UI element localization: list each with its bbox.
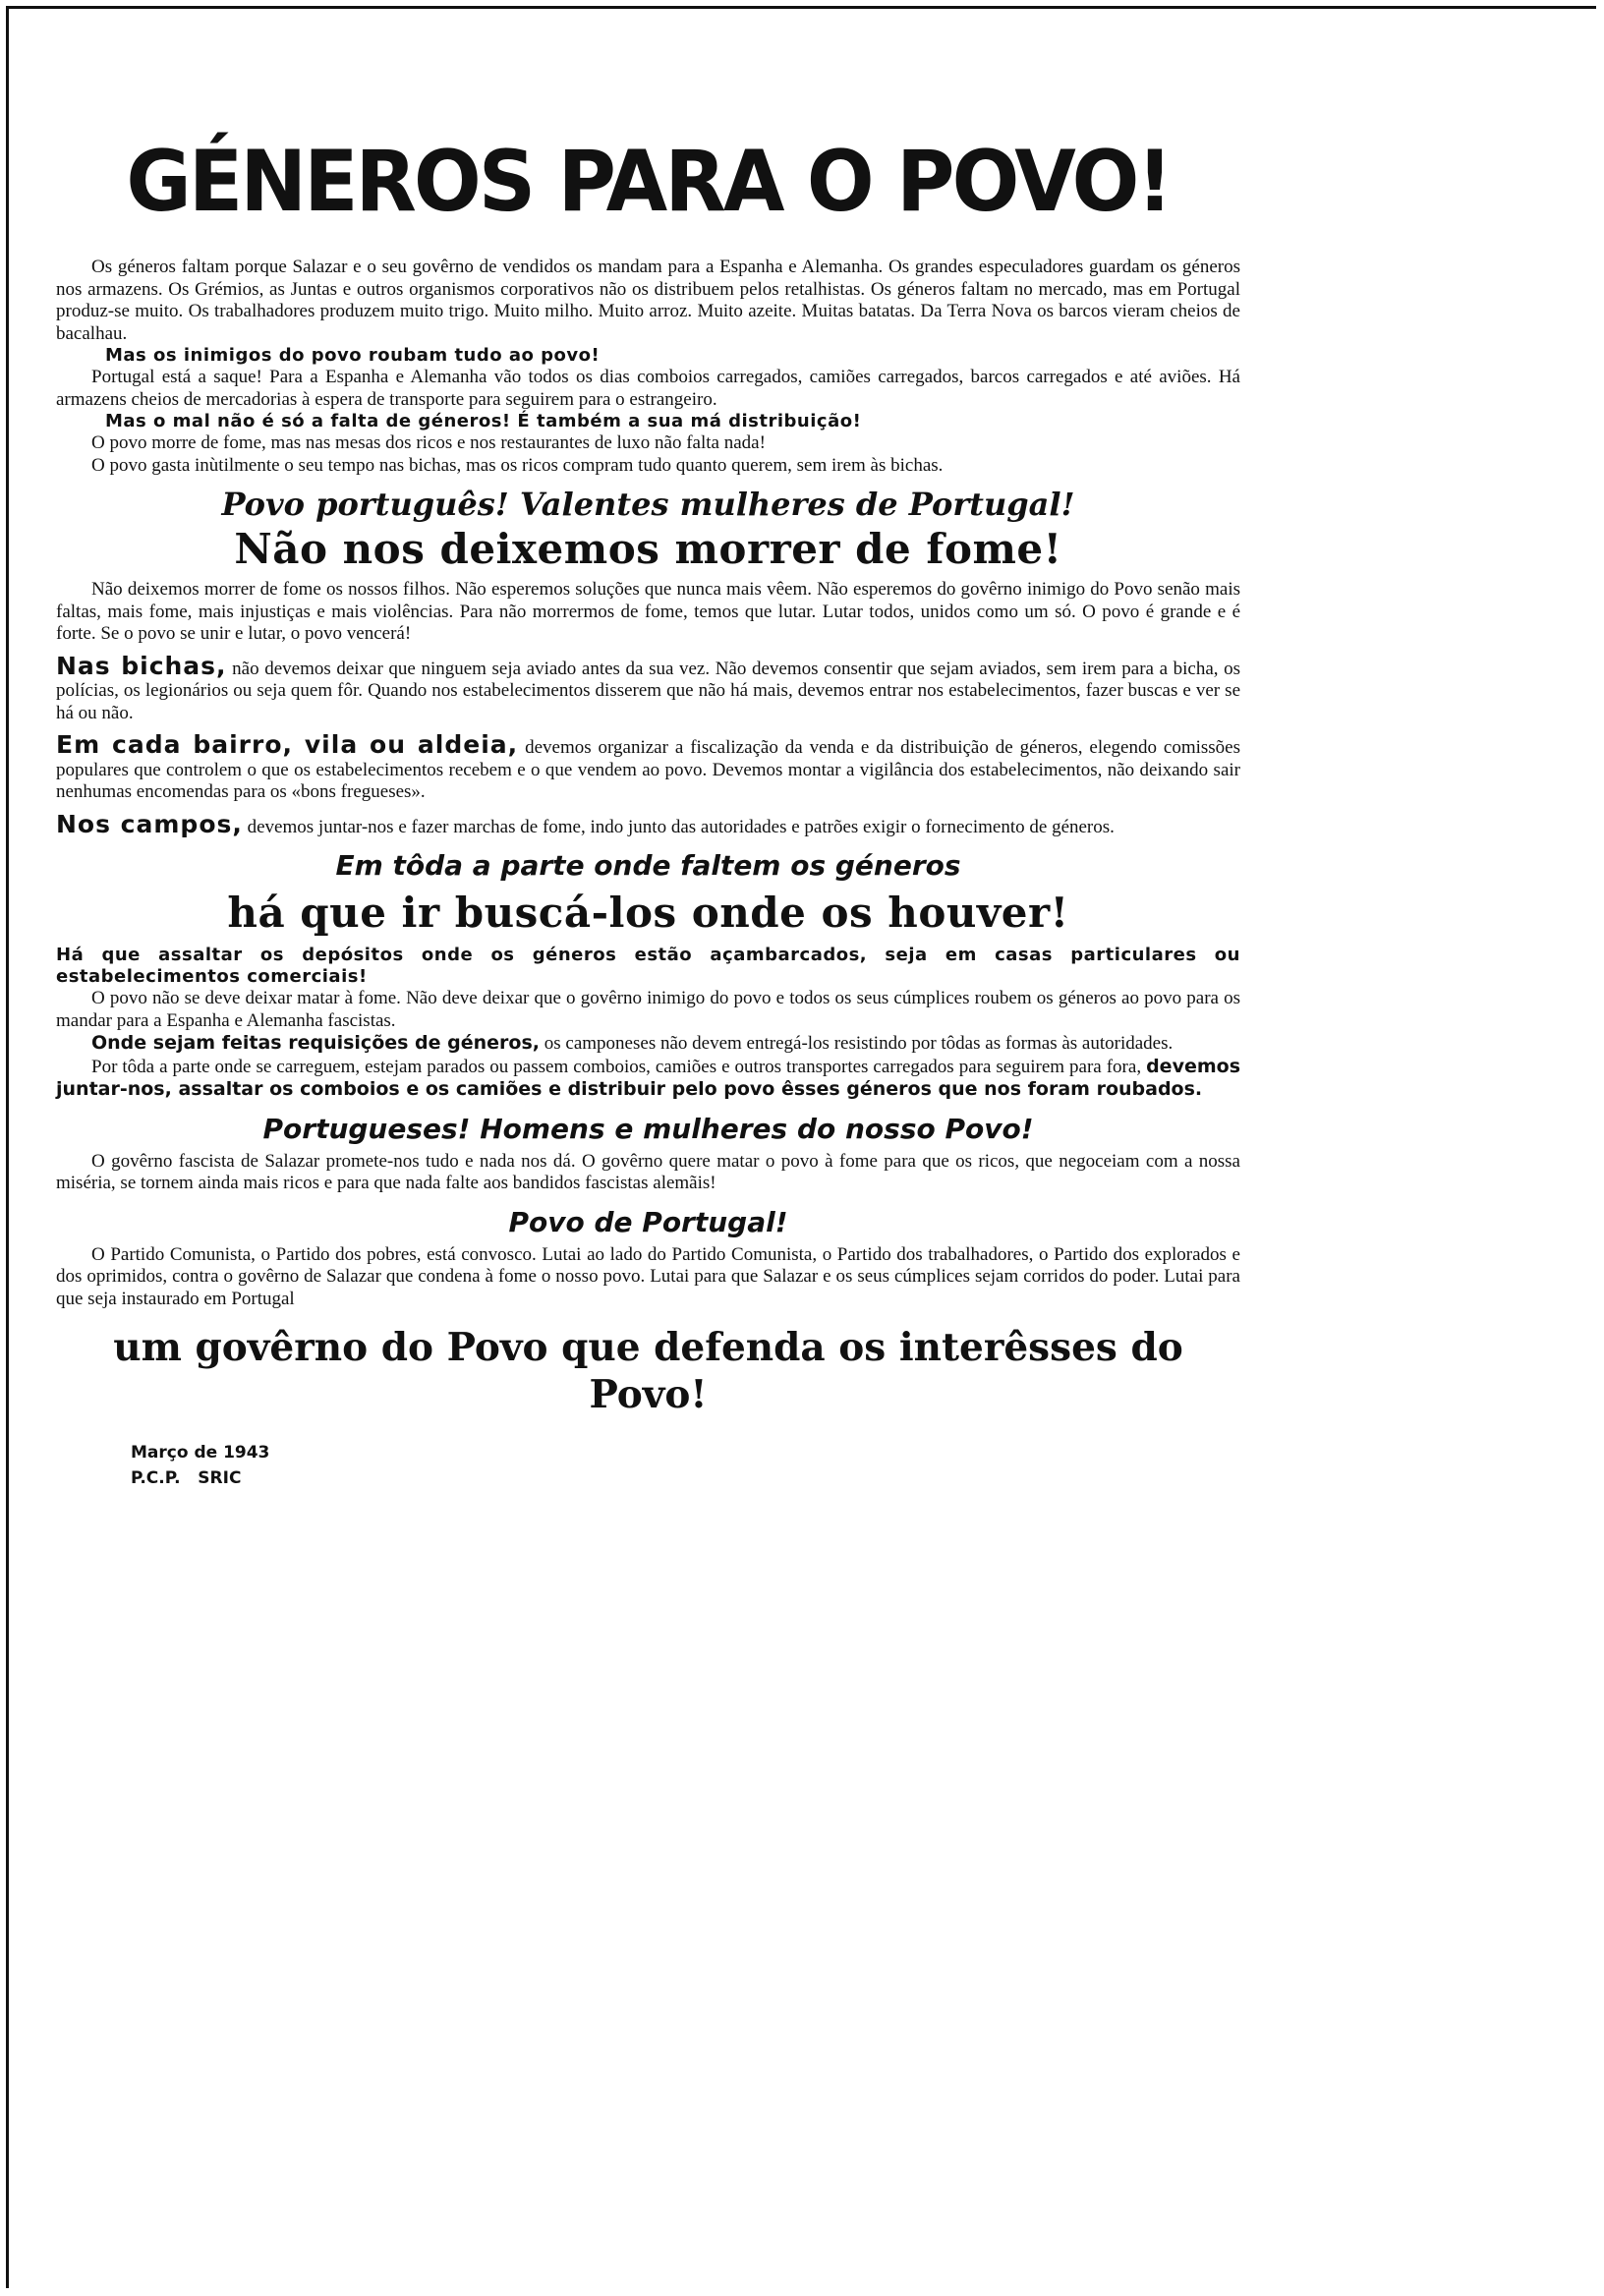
paragraph-matar-fome: O povo não se deve deixar matar à fome. Não deve deixar que o govêrno inimigo do povo e todos os seus cúmplices roubem os géneros ao povo para os mandar para a Espanha e Alemanha fascistas. <box>56 988 1240 1031</box>
bold-comboios: devemos juntar-nos, assaltar os comboios e os camiões e distribuir pelo povo êsses géneros que nos foram roubados. <box>56 1055 1240 1100</box>
lead-nas-bichas: Nas bichas, <box>56 651 227 680</box>
paragraph-fome-mesas: O povo morre de fome, mas nas mesas dos ricos e nos restaurantes de luxo não falta nada! <box>91 432 766 453</box>
heading-inimigos-roubam: Mas os inimigos do povo roubam tudo ao povo! <box>105 345 601 366</box>
paragraph-requisicoes <box>56 1032 1240 1056</box>
heading-ma-distribuicao: Mas o mal não é só a falta de géneros! É também a sua má distribuição! <box>105 411 862 431</box>
lead-nos-campos: Nos campos, <box>56 809 243 838</box>
paragraph-bichas: O povo gasta inùtilmente o seu tempo nas bichas, mas os ricos compram tudo quanto querem, sem irem às bichas. <box>91 454 944 476</box>
leaflet-body <box>56 133 1240 1489</box>
leaflet-page <box>6 6 1596 2288</box>
closing-slogan: um govêrno do Povo que defenda os interêsses do Povo! <box>113 1325 1183 1417</box>
signature-party <box>131 1467 1240 1489</box>
intro-paragraph: Os géneros faltam porque Salazar e o seu govêrno de vendidos os mandam para a Espanha e Alemanha. Os grandes especuladores guardam os géneros nos armazens. Os Grémios, as Juntas e outros organismos corporativos não os distribuem pelos retalhistas. Os géneros faltam no mercado, mas em Portugal produz-se muito. Os trabalhadores produzem muito trigo. Muito milho. Muito arroz. Muito azeite. Muitas batatas. Da Terra Nova os barcos vieram cheios de bacalhau. <box>56 257 1240 344</box>
paragraph-filhos: Não deixemos morrer de fome os nossos filhos. Não esperemos soluções que nunca mais vêem. Não esperemos do govêrno inimigo do Povo senão mais faltas, mais fome, mais injustiças e mais violências. Para não morrermos de fome, temos que lutar. Lutar todos, unidos como um só. O povo é grande e é forte. Se o povo se unir e lutar, o povo vencerá! <box>56 579 1240 644</box>
text-em-cada: devemos organizar a fiscalização da venda e da distribuição de géneros, elegendo comissões populares que controlem o que os estabelecimentos recebem e o que vendem ao povo. Devemos montar a vigilância dos estabelecimentos, não deixando sair nenhumas encomendas para os «bons fregueses». <box>56 737 1241 802</box>
text-requisicoes: os camponeses não devem entregá-los resistindo por tôdas as formas às autoridades. <box>544 1033 1174 1054</box>
slogan-povo-de-portugal: Povo de Portugal! <box>508 1205 788 1238</box>
slogan-nao-morrer: Não nos deixemos morrer de fome! <box>234 525 1062 573</box>
text-nos-campos: devemos juntar-nos e fazer marchas de fome, indo junto das autoridades e patrões exigir o fornecimento de géneros. <box>247 816 1115 837</box>
lead-requisicoes: Onde sejam feitas requisições de géneros, <box>91 1032 541 1054</box>
heading-assaltar-depositos: Há que assaltar os depósitos onde os géneros estão açambarcados, seja em casas particulares ou estabelecimentos comerciais! <box>56 945 1240 987</box>
page-title: GÉNEROS PARA O POVO! <box>126 133 1171 231</box>
lead-em-cada: Em cada bairro, vila ou aldeia, <box>56 730 519 759</box>
paragraph-comboios <box>56 1056 1240 1102</box>
slogan-povo-portugues: Povo português! Valentes mulheres de Portugal! <box>221 486 1075 523</box>
paragraph-nas-bichas <box>56 651 1241 725</box>
paragraph-nos-campos <box>56 809 1240 839</box>
signature-mark: SRIC <box>198 1468 242 1488</box>
text-nas-bichas: não devemos deixar que ninguem seja aviado antes da sua vez. Não devemos consentir que sejam aviados, sem irem para a bicha, os polícias, os legionários ou seja quem fôr. Quando nos estabelecimentos disserem que não há mais, devemos entrar nos estabelecimentos, fazer buscas e ver se há ou não. <box>56 658 1241 723</box>
paragraph-saque: Portugal está a saque! Para a Espanha e Alemanha vão todos os dias comboios carregados, camiões carregados, barcos carregados e até aviões. Há armazens cheios de mercadorias à espera de transporte para seguirem para o estrangeiro. <box>56 367 1240 410</box>
slogan-busca-los: há que ir buscá-los onde os houver! <box>227 889 1069 937</box>
paragraph-em-cada <box>56 730 1241 804</box>
slogan-toda-a-parte: Em tôda a parte onde faltem os géneros <box>335 849 961 882</box>
signature-date: Março de 1943 <box>131 1443 270 1463</box>
paragraph-partido: O Partido Comunista, o Partido dos pobres, está convosco. Lutai ao lado do Partido Comunista, o Partido dos trabalhadores, o Partido dos explorados e dos oprimidos, contra o govêrno de Salazar que condena à fome o nosso povo. Lutai para que Salazar e os seus cúmplices sejam corridos do poder. Lutai para que seja instaurado em Portugal <box>56 1243 1240 1309</box>
paragraph-fascista: O govêrno fascista de Salazar promete-nos tudo e nada nos dá. O govêrno quere matar o povo à fome para que os ricos, que negoceiam com a nossa miséria, se tornem ainda mais ricos e para que nada falte aos bandidos fascistas alemãis! <box>56 1150 1240 1193</box>
text-comboios: Por tôda a parte onde se carreguem, estejam parados ou passem comboios, camiões e outros transportes carregados para seguirem para fora, <box>91 1056 1142 1077</box>
slogan-portugueses: Portugueses! Homens e mulheres do nosso Povo! <box>262 1112 1034 1145</box>
signature-pcp: P.C.P. <box>131 1468 181 1488</box>
